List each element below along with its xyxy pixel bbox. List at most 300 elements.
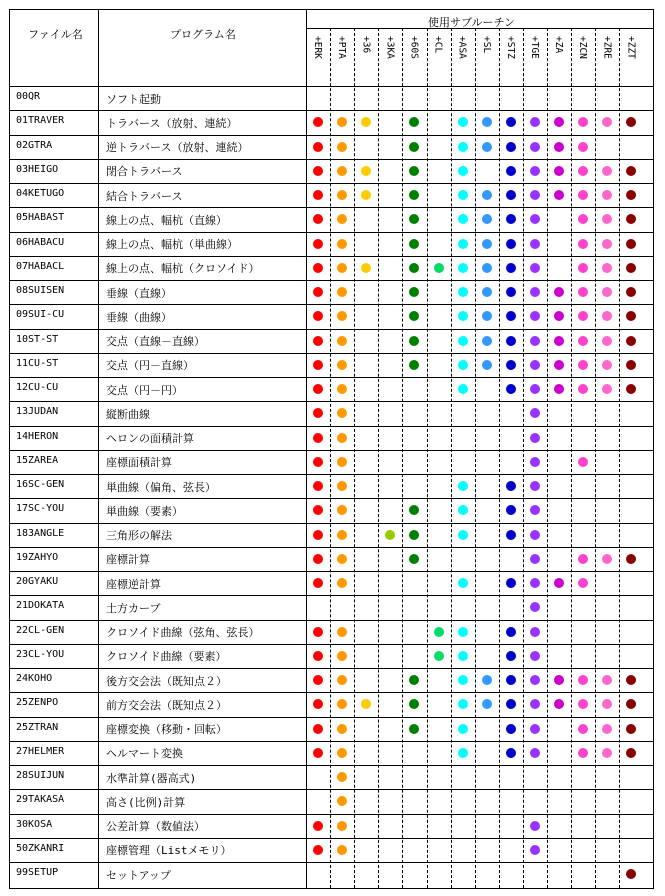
usage-dot: [530, 433, 540, 443]
file-name-cell: 24KOHO: [16, 673, 53, 685]
program-name-cell: ヘルマート変換: [106, 747, 183, 761]
usage-dot: [313, 530, 323, 540]
usage-dot: [578, 724, 588, 734]
usage-dot: [578, 336, 588, 346]
program-name-cell: 結合トラバース: [106, 189, 183, 203]
file-name-cell: 07HABACL: [16, 260, 65, 272]
usage-dot: [337, 530, 347, 540]
usage-dot: [554, 142, 564, 152]
usage-dot: [409, 214, 419, 224]
usage-dot: [602, 311, 612, 321]
file-name-cell: 23CL-YOU: [16, 648, 65, 660]
usage-dot: [458, 239, 468, 249]
file-name-cell: 06HABACU: [16, 236, 65, 248]
usage-dot: [554, 117, 564, 127]
usage-dot: [458, 166, 468, 176]
usage-dot: [578, 311, 588, 321]
usage-dot: [506, 190, 516, 200]
usage-dot: [337, 821, 347, 831]
file-name-cell: 25ZENPO: [16, 697, 59, 709]
row-separator: [10, 329, 653, 330]
usage-dot: [530, 821, 540, 831]
usage-dot: [482, 190, 492, 200]
usage-dot: [313, 724, 323, 734]
usage-dot: [337, 724, 347, 734]
usage-dot: [530, 117, 540, 127]
file-name-cell: 14HERON: [16, 430, 59, 442]
usage-dot: [337, 845, 347, 855]
usage-dot: [602, 287, 612, 297]
program-name-cell: 線上の点、幅杭（クロソイド）: [106, 262, 260, 276]
file-name-cell: 19ZAHYO: [16, 551, 59, 563]
usage-dot: [554, 360, 564, 370]
usage-dot: [409, 336, 419, 346]
usage-dot: [554, 287, 564, 297]
usage-dot: [458, 384, 468, 394]
usage-dot: [458, 578, 468, 588]
usage-dot: [506, 748, 516, 758]
subroutine-usage-table: [9, 9, 654, 889]
usage-dot: [506, 627, 516, 637]
usage-dot: [506, 263, 516, 273]
usage-dot: [409, 263, 419, 273]
usage-dot: [578, 748, 588, 758]
usage-dot: [482, 142, 492, 152]
program-name-cell: 交点（円－円）: [106, 383, 183, 397]
row-separator: [10, 571, 653, 572]
row-separator: [10, 159, 653, 160]
usage-dot: [458, 117, 468, 127]
usage-dot: [578, 384, 588, 394]
row-separator: [10, 183, 653, 184]
usage-dot: [626, 166, 636, 176]
file-name-cell: 25ZTRAN: [16, 721, 59, 733]
usage-dot: [409, 360, 419, 370]
usage-dot: [506, 699, 516, 709]
program-name-cell: トラバース（放射、連続）: [106, 116, 238, 130]
file-name-cell: 09SUI-CU: [16, 309, 65, 321]
usage-dot: [313, 578, 323, 588]
usage-dot: [506, 287, 516, 297]
usage-dot: [602, 360, 612, 370]
file-name-cell: 50ZKANRI: [16, 842, 65, 854]
usage-dot: [361, 166, 371, 176]
usage-dot: [626, 869, 636, 879]
row-separator: [10, 280, 653, 281]
usage-dot: [434, 263, 444, 273]
usage-dot: [602, 214, 612, 224]
usage-dot: [337, 457, 347, 467]
usage-dot: [530, 602, 540, 612]
usage-dot: [482, 117, 492, 127]
usage-dot: [506, 142, 516, 152]
usage-dot: [337, 263, 347, 273]
usage-dot: [409, 675, 419, 685]
usage-dot: [578, 166, 588, 176]
usage-dot: [313, 845, 323, 855]
row-separator: [10, 765, 653, 766]
row-separator: [10, 717, 653, 718]
usage-dot: [530, 627, 540, 637]
usage-dot: [409, 117, 419, 127]
usage-dot: [313, 336, 323, 346]
program-name-cell: 逆トラバース（放射、連続）: [106, 141, 249, 155]
usage-dot: [602, 166, 612, 176]
subroutine-divider: [619, 28, 620, 888]
usage-dot: [578, 263, 588, 273]
usage-dot: [313, 287, 323, 297]
file-name-cell: 15ZAREA: [16, 454, 59, 466]
usage-dot: [602, 748, 612, 758]
usage-dot: [530, 651, 540, 661]
header-split-line: [306, 28, 653, 29]
usage-dot: [337, 311, 347, 321]
usage-dot: [530, 530, 540, 540]
usage-dot: [506, 336, 516, 346]
usage-dot: [530, 214, 540, 224]
program-name-cell: 高さ(比例)計算: [106, 795, 186, 809]
usage-dot: [409, 239, 419, 249]
usage-dot: [313, 821, 323, 831]
usage-dot: [409, 724, 419, 734]
usage-dot: [313, 239, 323, 249]
usage-dot: [530, 166, 540, 176]
subroutine-divider: [499, 28, 500, 888]
usage-dot: [626, 360, 636, 370]
row-separator: [10, 110, 653, 111]
usage-dot: [313, 433, 323, 443]
usage-dot: [313, 748, 323, 758]
row-separator: [10, 207, 653, 208]
usage-dot: [458, 360, 468, 370]
usage-dot: [602, 724, 612, 734]
row-separator: [10, 474, 653, 475]
program-name-cell: 座標面積計算: [106, 456, 172, 470]
row-separator: [10, 789, 653, 790]
program-name-cell: 単曲線（偏角、弦長）: [106, 480, 216, 494]
usage-dot: [337, 214, 347, 224]
subroutine-label: +TGE: [528, 36, 540, 59]
program-name-cell: セットアップ: [106, 868, 171, 882]
row-separator: [10, 547, 653, 548]
usage-dot: [337, 166, 347, 176]
usage-dot: [337, 554, 347, 564]
usage-dot: [530, 724, 540, 734]
file-name-cell: 17SC-YOU: [16, 503, 65, 515]
usage-dot: [337, 627, 347, 637]
usage-dot: [530, 675, 540, 685]
usage-dot: [626, 117, 636, 127]
subroutine-divider: [595, 28, 596, 888]
subroutine-label: +ASA: [456, 36, 468, 59]
file-name-cell: 11CU-ST: [16, 357, 59, 369]
file-name-cell: 12CU-CU: [16, 382, 59, 394]
usage-dot: [337, 651, 347, 661]
program-name-cell: 座標変換（移動・回転）: [106, 723, 227, 737]
program-name-cell: 三角形の解法: [106, 529, 172, 543]
usage-dot: [626, 263, 636, 273]
usage-dot: [458, 748, 468, 758]
usage-dot: [626, 699, 636, 709]
usage-dot: [434, 651, 444, 661]
file-name-cell: 29TAKASA: [16, 794, 65, 806]
usage-dot: [626, 287, 636, 297]
usage-dot: [337, 190, 347, 200]
row-separator: [10, 401, 653, 402]
usage-dot: [578, 117, 588, 127]
usage-dot: [337, 796, 347, 806]
file-name-cell: 99SETUP: [16, 867, 59, 879]
usage-dot: [337, 287, 347, 297]
row-separator: [10, 304, 653, 305]
row-separator: [10, 498, 653, 499]
usage-dot: [578, 214, 588, 224]
file-name-cell: 05HABAST: [16, 212, 65, 224]
usage-dot: [313, 142, 323, 152]
usage-dot: [313, 166, 323, 176]
usage-dot: [530, 263, 540, 273]
usage-dot: [313, 554, 323, 564]
file-name-cell: 03HEIGO: [16, 163, 59, 175]
subroutine-label: +60S: [408, 36, 420, 59]
usage-dot: [602, 554, 612, 564]
row-separator: [10, 595, 653, 596]
usage-dot: [554, 384, 564, 394]
usage-dot: [458, 142, 468, 152]
program-name-cell: 前方交会法（既知点２）: [106, 698, 227, 712]
program-name-cell: 閉合トラバース: [106, 165, 183, 179]
usage-dot: [458, 190, 468, 200]
program-name-cell: 後方交会法（既知点２）: [106, 674, 227, 688]
usage-dot: [506, 239, 516, 249]
usage-dot: [602, 190, 612, 200]
usage-dot: [458, 311, 468, 321]
subroutine-label: +ERK: [312, 36, 324, 59]
usage-dot: [337, 360, 347, 370]
row-separator: [10, 692, 653, 693]
usage-dot: [482, 263, 492, 273]
file-name-cell: 183ANGLE: [16, 527, 65, 539]
usage-dot: [554, 675, 564, 685]
usage-dot: [313, 384, 323, 394]
usage-dot: [602, 336, 612, 346]
usage-dot: [602, 675, 612, 685]
file-name-cell: 16SC-GEN: [16, 479, 65, 491]
usage-dot: [458, 627, 468, 637]
program-name-cell: 座標計算: [106, 553, 150, 567]
usage-dot: [506, 578, 516, 588]
usage-dot: [506, 311, 516, 321]
usage-dot: [337, 481, 347, 491]
usage-dot: [409, 554, 419, 564]
usage-dot: [313, 408, 323, 418]
header-file-name: ファイル名: [28, 28, 83, 41]
usage-dot: [337, 384, 347, 394]
usage-dot: [554, 166, 564, 176]
usage-dot: [626, 554, 636, 564]
usage-dot: [434, 627, 444, 637]
row-separator: [10, 256, 653, 257]
usage-dot: [337, 117, 347, 127]
usage-dot: [626, 190, 636, 200]
usage-dot: [337, 699, 347, 709]
row-separator: [10, 377, 653, 378]
usage-dot: [337, 239, 347, 249]
program-name-cell: ヘロンの面積計算: [106, 432, 194, 446]
usage-dot: [530, 287, 540, 297]
subroutine-label: +ZA: [553, 36, 564, 54]
usage-dot: [409, 530, 419, 540]
usage-dot: [482, 675, 492, 685]
usage-dot: [458, 699, 468, 709]
file-name-cell: 28SUIJUN: [16, 770, 65, 782]
usage-dot: [506, 384, 516, 394]
file-name-cell: 04KETUGO: [16, 188, 65, 200]
subroutine-label: +ZRE: [601, 36, 613, 59]
subroutine-label: +STZ: [504, 36, 516, 59]
row-separator: [10, 353, 653, 354]
program-name-cell: 交点（直線－直線）: [106, 335, 205, 349]
program-name-cell: クロソイド曲線（要素）: [106, 650, 227, 664]
usage-dot: [530, 190, 540, 200]
usage-dot: [530, 239, 540, 249]
usage-dot: [337, 772, 347, 782]
row-separator: [10, 668, 653, 669]
program-name-cell: 線上の点、幅杭（単曲線）: [106, 238, 238, 252]
usage-dot: [530, 360, 540, 370]
program-name-cell: 座標管理（Listメモリ）: [106, 844, 232, 858]
row-separator: [10, 814, 653, 815]
usage-dot: [626, 384, 636, 394]
usage-dot: [313, 699, 323, 709]
usage-dot: [530, 505, 540, 515]
usage-dot: [530, 845, 540, 855]
usage-dot: [530, 457, 540, 467]
usage-dot: [578, 239, 588, 249]
subroutine-divider: [547, 28, 548, 888]
usage-dot: [578, 190, 588, 200]
usage-dot: [458, 530, 468, 540]
program-name-cell: 土方カーブ: [106, 601, 161, 615]
usage-dot: [409, 190, 419, 200]
subroutine-divider: [378, 28, 379, 888]
usage-dot: [458, 651, 468, 661]
usage-dot: [578, 578, 588, 588]
row-separator: [10, 523, 653, 524]
usage-dot: [313, 360, 323, 370]
usage-dot: [409, 142, 419, 152]
usage-dot: [554, 190, 564, 200]
header-program-name: プログラム名: [170, 28, 236, 41]
usage-dot: [626, 336, 636, 346]
row-separator: [10, 232, 653, 233]
usage-dot: [554, 311, 564, 321]
usage-dot: [409, 166, 419, 176]
subroutine-divider: [427, 28, 428, 888]
program-name-cell: 公差計算（数値法）: [106, 820, 205, 834]
usage-dot: [458, 675, 468, 685]
usage-dot: [578, 287, 588, 297]
usage-dot: [482, 239, 492, 249]
usage-dot: [458, 724, 468, 734]
program-name-cell: 水準計算(器高式): [106, 771, 197, 785]
file-name-cell: 00QR: [16, 91, 41, 103]
usage-dot: [409, 287, 419, 297]
usage-dot: [506, 214, 516, 224]
subroutine-divider: [571, 28, 572, 888]
subroutine-label: +ZCN: [577, 36, 589, 59]
file-name-cell: 02GTRA: [16, 139, 53, 151]
row-separator: [10, 426, 653, 427]
usage-dot: [578, 457, 588, 467]
subroutine-label: +PTA: [336, 36, 348, 59]
usage-dot: [313, 627, 323, 637]
usage-dot: [578, 360, 588, 370]
usage-dot: [361, 699, 371, 709]
usage-dot: [337, 408, 347, 418]
file-name-cell: 27HELMER: [16, 745, 65, 757]
usage-dot: [530, 311, 540, 321]
usage-dot: [337, 675, 347, 685]
file-name-cell: 10ST-ST: [16, 333, 59, 345]
usage-dot: [313, 263, 323, 273]
usage-dot: [361, 263, 371, 273]
usage-dot: [506, 724, 516, 734]
usage-dot: [530, 336, 540, 346]
usage-dot: [506, 166, 516, 176]
usage-dot: [361, 190, 371, 200]
subroutine-divider: [451, 28, 452, 888]
row-separator: [10, 135, 653, 136]
usage-dot: [626, 214, 636, 224]
usage-dot: [602, 263, 612, 273]
usage-dot: [506, 530, 516, 540]
subroutine-divider: [354, 28, 355, 888]
usage-dot: [602, 239, 612, 249]
row-separator: [10, 838, 653, 839]
usage-dot: [578, 554, 588, 564]
usage-dot: [506, 651, 516, 661]
usage-dot: [530, 699, 540, 709]
program-name-cell: 単曲線（要素）: [106, 504, 183, 518]
usage-dot: [458, 336, 468, 346]
program-name-cell: ソフト起動: [106, 92, 161, 106]
usage-dot: [458, 214, 468, 224]
usage-dot: [458, 287, 468, 297]
usage-dot: [530, 578, 540, 588]
usage-dot: [626, 748, 636, 758]
usage-dot: [554, 699, 564, 709]
row-separator: [10, 741, 653, 742]
usage-dot: [506, 505, 516, 515]
program-name-cell: 座標逆計算: [106, 577, 161, 591]
usage-dot: [337, 142, 347, 152]
usage-dot: [313, 675, 323, 685]
usage-dot: [482, 699, 492, 709]
header-bottom-line: [10, 86, 653, 87]
usage-dot: [482, 360, 492, 370]
usage-dot: [626, 675, 636, 685]
usage-dot: [409, 505, 419, 515]
usage-dot: [313, 311, 323, 321]
usage-dot: [482, 311, 492, 321]
usage-dot: [506, 360, 516, 370]
header-subroutines: 使用サブルーチン: [428, 16, 516, 29]
subroutine-divider: [330, 28, 331, 888]
usage-dot: [313, 117, 323, 127]
usage-dot: [506, 675, 516, 685]
usage-dot: [626, 311, 636, 321]
